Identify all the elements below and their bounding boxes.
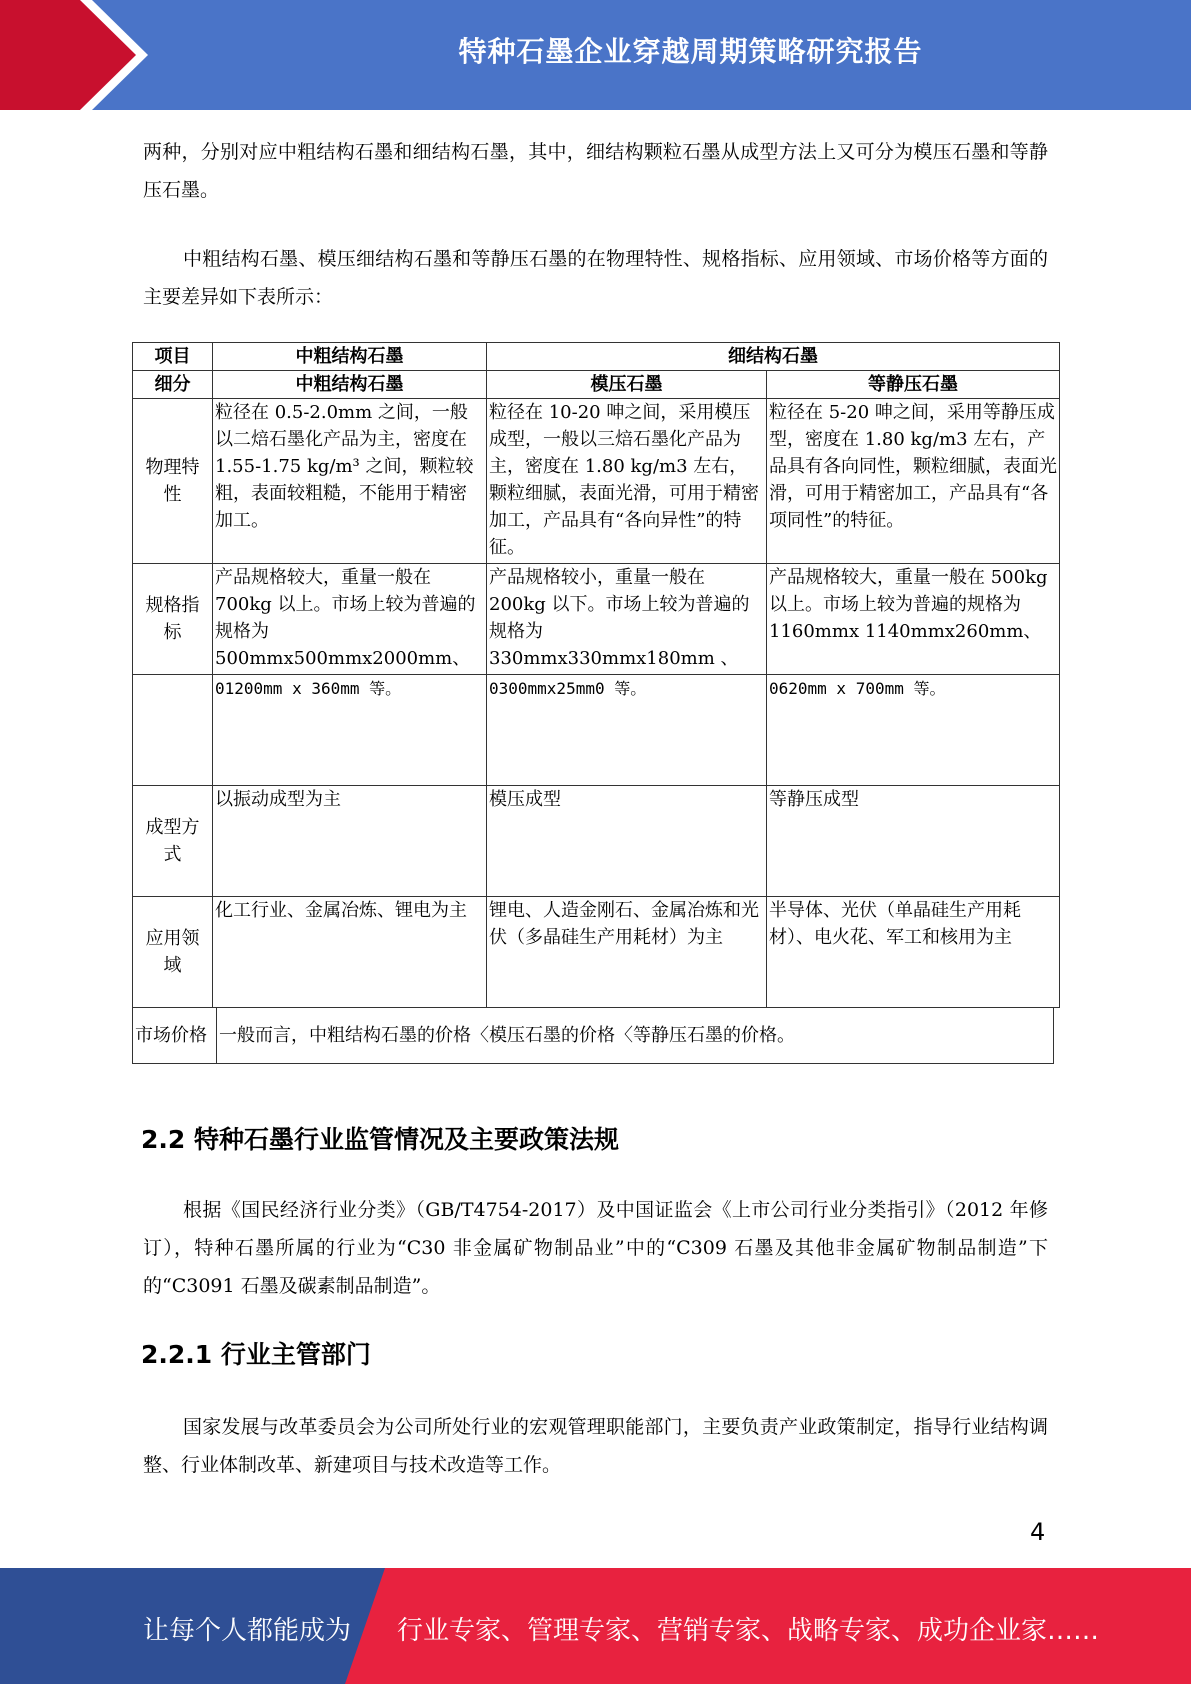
table-subheader-row [133,371,1060,399]
cell-spec-coarse: 产品规格较大，重量一般在 700kg 以上。市场上较为普遍的规格为 500mmx500mmx2000mm、 [213,564,487,675]
table-row-spec-continued [133,675,1060,786]
footer-slogan-left: 让每个人都能成为 [143,1616,352,1646]
cell-spec2-isostatic: 0620mm x 700mm 等。 [767,675,1060,786]
table-row-price [133,1008,1054,1064]
report-title: 特种石墨企业穿越周期策略研究报告 [458,35,923,68]
table-row-spec [133,564,1060,675]
cell-price: 一般而言，中粗结构石墨的价格〈模压石墨的价格〈等静压石墨的价格。 [217,1008,1054,1064]
cell-application-molded: 锂电、人造金刚石、金属冶炼和光伏（多晶硅生产用耗材）为主 [487,897,767,1008]
intro-paragraph-1: 两种，分别对应中粗结构石墨和细结构石墨，其中，细结构颗粒石墨从成型方法上又可分为模压石墨和等静压石墨。 [143,141,1048,201]
red-chevron-decoration [0,0,160,110]
row-label-empty [133,675,213,786]
header-item: 项目 [133,343,213,371]
header-fine: 细结构石墨 [487,343,1060,371]
subheader-coarse: 中粗结构石墨 [213,371,487,399]
footer-slogan-right: 行业专家、管理专家、营销专家、战略专家、成功企业家…… [397,1616,1100,1646]
table-row-forming [133,786,1060,897]
page-number: 4 [1030,1518,1046,1546]
table-header-row [133,343,1060,371]
cell-forming-isostatic: 等静压成型 [767,786,1060,897]
subheader-molded: 模压石墨 [487,371,767,399]
graphite-comparison-table [132,342,1060,1008]
row-label-forming: 成型方式 [133,786,213,897]
market-price-table [132,1007,1054,1064]
cell-physical-isostatic: 粒径在 5-20 呻之间，采用等静压成型，密度在 1.80 kg/m3 左右，产品具有各向同性，颗粒细腻，表面光滑，可用于精密加工，产品具有“各项同性”的特征。 [767,399,1060,564]
cell-application-isostatic: 半导体、光伏（单晶硅生产用耗材）、电火花、军工和核用为主 [767,897,1060,1008]
row-label-physical: 物理特性 [133,399,213,564]
cell-application-coarse: 化工行业、金属冶炼、锂电为主 [213,897,487,1008]
cell-physical-coarse: 粒径在 0.5-2.0mm 之间，一般以二焙石墨化产品为主，密度在 1.55-1.75 kg/m³ 之间，颗粒较粗，表面较粗糙，不能用于精密加工。 [213,399,487,564]
row-label-spec: 规格指标 [133,564,213,675]
page-footer [0,1568,1191,1684]
section-heading-2-2-1: 2.2.1 行业主管部门 [141,1340,371,1369]
cell-spec-molded: 产品规格较小，重量一般在 200kg 以下。市场上较为普遍的规格为 330mmx330mmx180mm 、 [487,564,767,675]
cell-spec2-coarse: 01200mm x 360mm 等。 [213,675,487,786]
cell-spec-isostatic: 产品规格较大，重量一般在 500kg 以上。市场上较为普遍的规格为 1160mmx 1140mmx260mm、 [767,564,1060,675]
cell-forming-molded: 模压成型 [487,786,767,897]
cell-forming-coarse: 以振动成型为主 [213,786,487,897]
intro-paragraph-2: 中粗结构石墨、模压细结构石墨和等静压石墨的在物理特性、规格指标、应用领域、市场价格等方面的主要差异如下表所示： [143,248,1048,308]
table-row-physical [133,399,1060,564]
subheader-label: 细分 [133,371,213,399]
row-label-application: 应用领域 [133,897,213,1008]
section-2-2-paragraph: 根据《国民经济行业分类》（GB/T4754-2017）及中国证监会《上市公司行业分类指引》（2012 年修订），特种石墨所属的行业为“C30 非金属矿物制品业”中的“C309 石墨及其他非金属矿物制品制造”下的“C3091 石墨及碳素制品制造”。 [143,1199,1048,1297]
section-heading-2-2: 2.2 特种石墨行业监管情况及主要政策法规 [141,1125,619,1154]
table-row-application [133,897,1060,1008]
page-header [0,0,1191,110]
header-coarse: 中粗结构石墨 [213,343,487,371]
row-label-price: 市场价格 [133,1008,217,1064]
subheader-isostatic: 等静压石墨 [767,371,1060,399]
cell-physical-molded: 粒径在 10-20 呻之间，采用模压成型，一般以三焙石墨化产品为主，密度在 1.80 kg/m3 左右，颗粒细腻，表面光滑，可用于精密加工，产品具有“各向异性”的特征。 [487,399,767,564]
cell-spec2-molded: 0300mmx25mm0 等。 [487,675,767,786]
section-2-2-1-paragraph: 国家发展与改革委员会为公司所处行业的宏观管理职能部门，主要负责产业政策制定，指导行业结构调整、行业体制改革、新建项目与技术改造等工作。 [143,1416,1048,1476]
